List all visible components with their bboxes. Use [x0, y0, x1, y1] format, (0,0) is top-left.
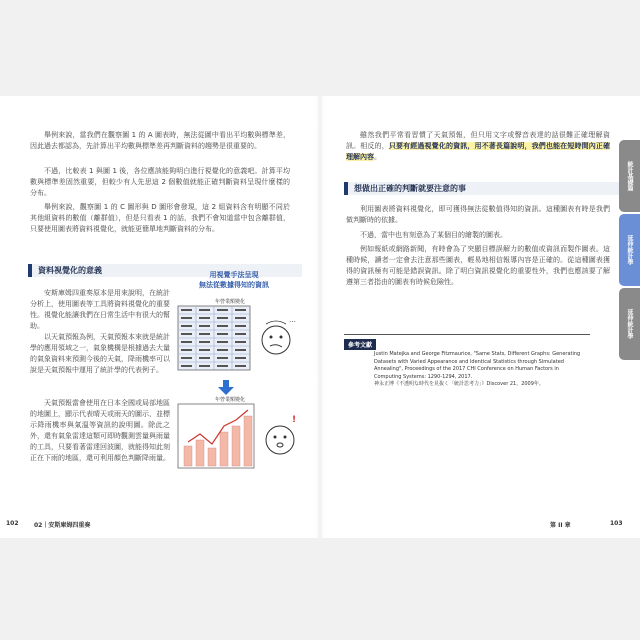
figure-bottom-label: 年營業額變化: [214, 397, 245, 403]
right-paragraph-3: 不過，當中也有刻意為了某個目的繪製的圖表。: [360, 231, 507, 239]
right-footer-page-number: 103: [610, 520, 623, 527]
left-paragraph-5: 以天氣預報為例，天氣預報本來就是統計學的應用領域之一，氣象機構是根據過去大量的氣象資料來預測今後的天氣，降雨機率可以說是天氣預報中運用了統計學的代表例子。: [30, 333, 170, 374]
figure-caption-line-2: 無法從數據得知的資訊: [199, 281, 269, 289]
right-footer-chapter: 第 II 章: [550, 522, 571, 529]
right-section-heading: [344, 182, 620, 195]
figure-caption-line-1: 用視覺手法呈現: [209, 271, 259, 279]
reference-2: 神永正博《不透明な時代を見抜く「統計思考力」》Discover 21，2009年。: [374, 381, 544, 387]
left-paragraph-4: 安斯庫姆四重奏原本是用來說明，在統計分析上，使用圖表等工具將資料視覺化的重要性。視覺化能讓我們在日常生活中有很大的幫助。: [30, 289, 170, 330]
left-paragraph-3: 舉例來說，觀察圖 1 的 C 圖形與 D 圖形會發現，這 2 組資料含有明顯不同於其他組資料的數值（離群值），但是只看表 1 的話，我們不會知道當中包含離群值，只要使用圖表將資料視覺化，就能更簡單地判斷資料的分布。: [30, 203, 290, 233]
left-paragraph-1: 舉例來說，當我們在觀察圖 1 的 A 圖表時，無法從圖中看出平均數與標準差，因此過去都認為，先計算出平均數與標準差再判斷資料的趨勢是很重要的。: [30, 131, 290, 150]
right-section-title: 想做出正確的判斷就要注意的事: [354, 184, 466, 193]
book-spread: [0, 96, 640, 538]
figure-caption: [178, 270, 290, 290]
side-tab-1[interactable]: 統計基礎篇: [619, 140, 640, 212]
right-paragraph-1-end: 。: [374, 153, 381, 161]
left-section-title: 資料視覺化的意義: [38, 266, 102, 275]
left-paragraph-6: 天氣預報當會使用在日本全國或局部地區的地圖上，顯示代表晴天或雨天的圖示，並標示降雨機率與氣溫等資訊的說明圖。除此之外，還有氣象雷達這類可即時觀測雲量與雨量的工具，只要看著雷達回波圖，就能得知此刻正在下雨的地區，還可利用顏色判斷降雨量。: [30, 399, 170, 462]
left-footer-page-number: 102: [6, 520, 19, 527]
right-paragraph-1-highlight: 只要有經過視覺化的資訊，用不著長篇說明，我們也能在短時間內正確理解內容: [346, 142, 611, 161]
confused-face-icon: [262, 316, 296, 354]
right-paragraph-4: 例如報紙或網路新聞，有時會為了突顯目標誤解力的數值或資訊而製作圖表。這種時候，讀者一定會去注意那些圖表，輕易地相信報導內容是正確的。從這種圖表獲得的資訊極有可能是錯誤資訊。除了明白資訊視覺化的重要性外，我們也應該要了解遵第三者指由的圖表有時候危險性。: [346, 245, 610, 286]
svg-text:…: …: [289, 316, 296, 324]
right-page: [320, 96, 640, 538]
references-tag: 參考文獻: [344, 339, 376, 350]
references-text: [374, 351, 584, 389]
side-tab-3[interactable]: 延伸統計學: [619, 288, 640, 360]
references-box: [344, 334, 590, 395]
surprised-face-icon: [266, 415, 296, 454]
left-paragraph-2: 不過，比較表 1 與圖 1 後，各位應該能夠明白進行視覺化的意義吧。計算平均數與標準差固然重要，但較少有人先思這 2 個數值就能正確判斷資料呈現什麼樣的分布。: [30, 167, 290, 197]
data-table-illustration: [176, 304, 306, 374]
line-chart-illustration: [176, 402, 306, 472]
right-paragraph-1: [346, 130, 610, 163]
left-footer-chapter: 02｜安斯庫姆四重奏: [34, 522, 91, 529]
right-paragraph-1-text: 雖然我們平常看習慣了天氣預報，但只用文字或聲音表達的話很難正確理解資訊。相反的，: [346, 131, 610, 150]
figure-top-label: 年營業額變化: [214, 299, 245, 305]
reference-1: Justin Matejka and George Fitzmaurice, "Same Stats, Different Graphs: Generating Datasets with Varied Appearance and Identical Statistics through Simulated Annealing", Proceedings of the 2017 CHI Conference on Human Factors in Computing Systems: 1290-1294, 2017.: [374, 351, 581, 380]
side-tab-2[interactable]: 延伸統計學: [619, 214, 640, 286]
left-page: [0, 96, 320, 538]
svg-text:!: !: [292, 415, 297, 425]
arrow-down-icon: [218, 380, 234, 396]
right-paragraph-2: 利用圖表將資料視覺化，即可獲得無法從數值得知的資訊。這種圖表有時是我們做判斷時的依據。: [346, 205, 610, 224]
